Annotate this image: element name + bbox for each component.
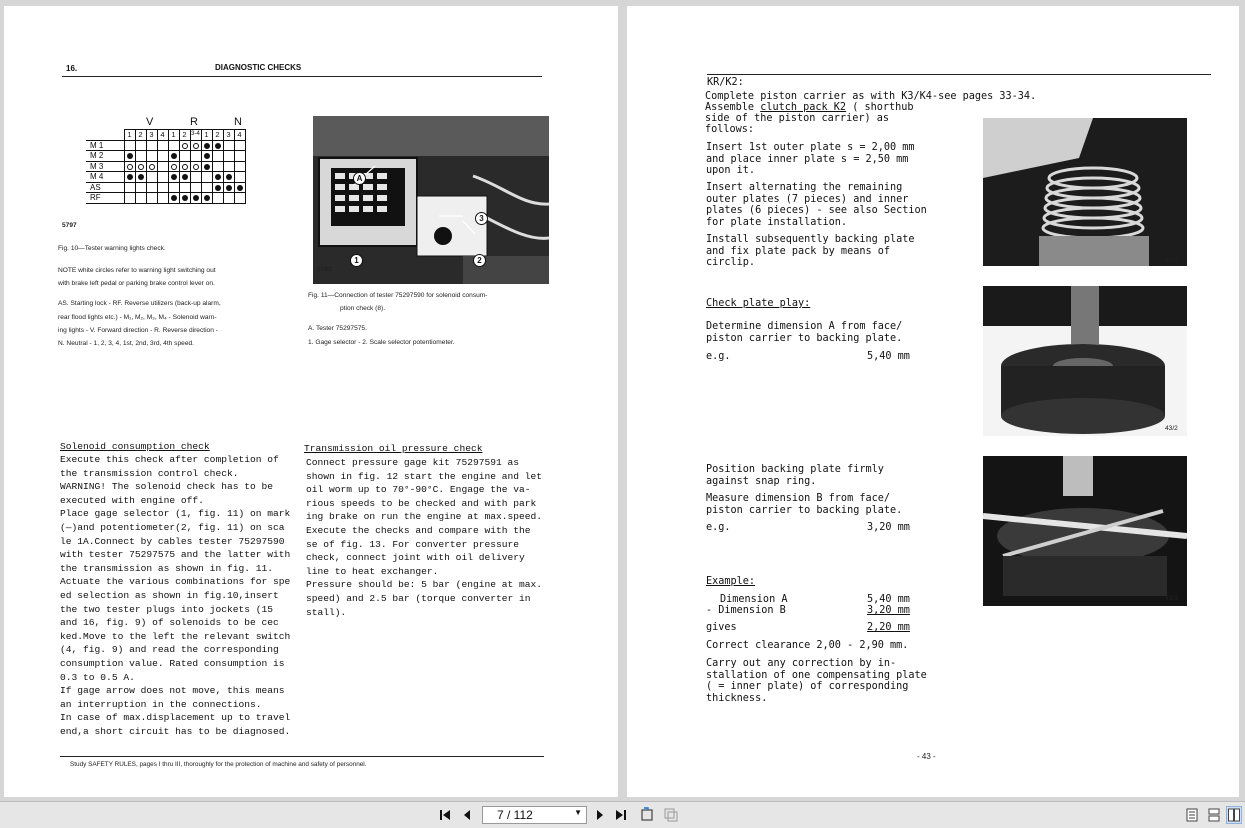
tester-cell [223,193,234,204]
lit-light-icon [193,195,199,201]
gives-value: 2,20 mm [867,622,910,633]
right-page [627,6,1239,797]
tester-cell [168,140,179,151]
tester-subheader-0: 1 [124,130,135,141]
tester-cell [146,161,157,172]
tester-row [86,140,245,151]
check-line-2: piston carrier to backing plate. [706,333,903,344]
lit-light-icon [138,174,144,180]
single-page-view-button[interactable] [1184,806,1200,824]
step2-line: Insert alternating the remaining [706,182,903,193]
tester-cell [146,151,157,162]
tester-corner-cell [86,130,124,141]
tester-cell [201,140,212,151]
last-page-button[interactable] [612,806,630,824]
tester-cell [157,161,168,172]
lit-light-icon [204,164,210,170]
correction-line: ( = inner plate) of corresponding [706,681,909,692]
tester-cell [168,182,179,193]
lit-light-icon [127,153,133,159]
tester-row-label: M 3 [86,161,124,172]
lit-light-icon [226,174,232,180]
header-rule [62,76,542,77]
pressure-line: line to heat exchanger. [306,565,439,577]
continuous-view-button[interactable] [1206,806,1222,824]
rotate-view-icon [639,807,655,823]
solenoid-line: with tester 75297575 and the latter with [60,549,291,561]
fig11-caption-1: Fig. 11—Connection of tester 75297590 for solenoid consum- [308,292,488,299]
tester-cell [135,140,146,151]
tester-subheader-4: 1 [168,130,179,141]
step2-line: for plate installation. [706,216,848,228]
tester-row [86,182,245,193]
two-page-view-button[interactable] [1226,806,1242,824]
intro-line-2-part: clutch pack K2 [760,102,847,113]
tester-row [86,172,245,183]
tester-subheader-9: 3 [223,130,234,141]
tester-cell [146,193,157,204]
tester-cell [135,151,146,162]
tester-cell [157,172,168,183]
pdf-toolbar [0,801,1245,828]
tester-cell [179,193,190,204]
tester-photo-illustration [313,116,549,284]
intro-line-3: side of the piston carrier) as [705,113,890,124]
tester-cell [212,151,223,162]
tester-cell [223,140,234,151]
correction-text [706,658,927,704]
tester-cell [168,193,179,204]
solenoid-line: the transmission control check. [60,467,239,479]
tester-cell [146,172,157,183]
dim-a-value: 5,40 mm [867,594,910,605]
fig11-caption-2: ption check (8). [340,305,386,312]
tester-row-label: M 2 [86,151,124,162]
tester-subheader-6: 3-4 [190,130,201,141]
off-light-icon [171,164,177,170]
step1-line: upon it. [706,165,756,176]
lit-light-icon [204,143,210,149]
check-line-1: Determine dimension A from face/ [706,321,903,332]
tester-subheader-7: 1 [201,130,212,141]
pressure-line: check, connect joint with oil delivery [306,552,525,564]
tester-cell [212,140,223,151]
page-footer-number: - 43 - [917,752,936,761]
tester-cell [234,151,245,162]
tester-cell [190,151,201,162]
first-page-button[interactable] [436,806,454,824]
tester-cell [212,193,223,204]
fig10-caption: Fig. 10—Tester warning lights check. [58,245,166,252]
position-line-2: against snap ring. [706,476,817,487]
clutch-pack-illustration-1 [983,118,1187,266]
gives-label: gives [706,622,737,633]
fit-page-button[interactable] [662,806,680,824]
tester-cell [234,172,245,183]
eg-value-a: 5,40 mm [867,351,910,362]
off-light-icon [149,164,155,170]
page-indicator: 7 / 112 [497,808,533,822]
tester-cell [201,151,212,162]
step3-line: circlip. [706,257,756,268]
solenoid-line: 0.3 to 0.5 A. [60,671,135,683]
lit-light-icon [171,153,177,159]
solenoid-line: Place gage selector (1, fig. 11) on mark [60,508,291,520]
pressure-line: speed) and 2.5 bar (torque converter in [306,592,531,604]
fit-page-icon [663,807,679,823]
tester-cell [168,151,179,162]
tester-cell [135,172,146,183]
solenoid-check-title: Solenoid consumption check [60,441,210,452]
tester-subheader-8: 2 [212,130,223,141]
solenoid-line: the two tester plugs into jockets (15 [60,603,274,615]
pressure-line: Execute the checks and compare with the [306,524,531,536]
tester-cell [234,140,245,151]
tester-cell [190,182,201,193]
single-page-icon [1186,808,1198,822]
pressure-line: rious speeds to be checked and with park [306,497,537,509]
step2-line: plates (6 pieces) - see also Section [706,205,927,216]
note-line-2: with brake left pedal or parking brake control lever on. [58,280,215,287]
lit-light-icon [215,174,221,180]
col-group-v: V [146,116,154,128]
step-2 [706,182,927,228]
tester-row [86,161,245,172]
lit-light-icon [226,185,232,191]
fig-43-3-label: 43/3 [1165,595,1178,602]
kr-k2-heading: KR/K2: [707,77,744,88]
previous-page-icon [462,809,472,821]
off-light-icon [127,164,133,170]
solenoid-line: the transmission as shown in fig. 11. [60,562,274,574]
step3-line: and fix plate pack by means of [706,245,891,257]
solenoid-line: an interruption in the connections. [60,698,262,710]
lit-light-icon [215,185,221,191]
pressure-line: Connect pressure gage kit 75297591 as [306,457,520,468]
tester-cell [201,182,212,193]
step1-line: and place inner plate s = 2,50 mm [706,153,909,165]
dropdown-caret-icon: ▼ [574,808,582,817]
clutch-pack-photo-3 [983,456,1187,606]
correction-line: stallation of one compensating plate [706,669,927,681]
solenoid-line: Actuate the various combinations for spe [60,576,291,588]
tester-cell [201,193,212,204]
solenoid-line: In case of max.displacement up to travel [60,712,291,724]
correction-line: Carry out any correction by in- [706,658,897,669]
tester-subheader-2: 3 [146,130,157,141]
dim-a-label: Dimension A [720,594,788,605]
off-light-icon [182,143,188,149]
tester-cell [234,193,245,204]
last-page-icon [615,809,627,821]
solenoid-line: (—)and potentiometer(2, fig. 11) on sca [60,521,285,533]
lit-light-icon [204,195,210,201]
tester-row-label: M 1 [86,140,124,151]
solenoid-line: ked.Move to the left the relevant switch [60,630,291,642]
step-3 [706,234,915,269]
correction-line: thickness. [706,692,768,704]
lit-light-icon [171,195,177,201]
solenoid-line: consumption value. Rated consumption is [60,657,285,669]
tester-cell [157,151,168,162]
page-header-title: DIAGNOSTIC CHECKS [215,63,302,72]
lit-light-icon [182,195,188,201]
eg-label-a: e.g. [706,351,731,362]
solenoid-line: le 1A.Connect by cables tester 75297590 [60,535,285,547]
tester-cell [223,172,234,183]
tester-subheader-1: 2 [135,130,146,141]
previous-page-button[interactable] [458,806,476,824]
tester-subheader-3: 4 [157,130,168,141]
legend-line-2: rear flood lights etc.) - M₁, M₂, M₃, M₄ - Solenoid warn- [58,314,217,321]
first-page-icon [439,809,451,821]
footer-rule [60,756,544,757]
tester-cell [146,140,157,151]
example-title: Example: [706,576,756,587]
solenoid-line: (4, fig. 9) and read the corresponding [60,644,279,656]
tester-cell [223,151,234,162]
legend-line-1: AS. Starting lock - RF. Reverse utilizers (back-up alarm, [58,300,221,307]
tester-connection-photo [313,116,549,284]
eg-value-b: 3,20 mm [867,522,910,533]
page-number-select[interactable] [482,806,587,824]
intro-line-2 [705,102,914,114]
tester-row-label: AS [86,182,124,193]
callout-2: 2 [473,254,486,267]
col-group-n: N [234,116,242,128]
lit-light-icon [215,143,221,149]
tester-cell [168,161,179,172]
intro-line-4: follows: [705,124,755,135]
off-light-icon [182,164,188,170]
tester-cell [201,161,212,172]
step3-line: Install subsequently backing plate [706,234,915,245]
lit-light-icon [127,174,133,180]
tester-cell [190,193,201,204]
solenoid-line: and 16, fig. 9) of solenoids to be cec [60,617,279,629]
lit-light-icon [171,174,177,180]
tester-cell [223,182,234,193]
tester-cell [146,182,157,193]
tester-cell [124,182,135,193]
tester-cell [124,161,135,172]
tester-cell [135,182,146,193]
next-page-button[interactable] [592,806,608,824]
tester-cell [212,182,223,193]
continuous-page-icon [1208,808,1220,822]
solenoid-line: executed with engine off. [60,494,204,506]
tester-cell [179,140,190,151]
next-page-icon [595,809,605,821]
tester-cell [179,182,190,193]
tester-cell [190,140,201,151]
solenoid-line: end,a short circuit has to be diagnosed. [60,725,291,737]
lit-light-icon [204,153,210,159]
fig11-b: 1. Gage selector - 2. Scale selector potentiometer. [308,339,455,346]
check-plate-play-title: Check plate play: [706,298,811,309]
safety-footer: Study SAFETY RULES, pages I thru III, thoroughly for the protection of machine and safety of personnel. [70,761,367,768]
callout-3: 3 [475,212,488,225]
tester-cell [157,193,168,204]
tester-cell [212,161,223,172]
table-figure-number: 5797 [62,222,77,229]
position-line-1: Position backing plate firmly [706,464,884,475]
solenoid-line: ed selection as shown in fig.10,insert [60,589,279,601]
pressure-line: ing brake on run the engine at max.speed. [306,511,543,523]
tester-cell [135,161,146,172]
dim-b-value: 3,20 mm [867,605,910,616]
step2-line: outer plates (7 pieces) and inner [706,193,909,205]
lit-light-icon [182,174,188,180]
tester-cell [234,161,245,172]
legend-line-4: N. Neutral - 1, 2, 3, 4, 1st, 2nd, 3rd, 4th speed. [58,340,194,347]
clutch-pack-photo-1 [983,118,1187,266]
legend-line-3: ing lights - V. Forward direction - R. Reverse direction - [58,327,218,334]
tester-cell [157,140,168,151]
pressure-line: shown in fig. 12 start the engine and let [306,470,543,482]
tester-cell [179,161,190,172]
off-light-icon [193,164,199,170]
right-header-rule [707,74,1211,75]
measure-line-2: piston carrier to backing plate. [706,505,903,516]
left-page [4,6,618,797]
tester-cell [190,161,201,172]
step-1 [706,142,915,177]
intro-line-1: Complete piston carrier as with K3/K4-see pages 33-34. [705,91,1037,102]
fig11-a: A. Tester 75297575. [308,325,367,332]
lit-light-icon [237,185,243,191]
tester-cell [179,172,190,183]
tester-cell [212,172,223,183]
photo-number: 5783 [317,266,332,273]
tester-cell [124,193,135,204]
solenoid-line: WARNING! The solenoid check has to be [60,481,274,493]
tester-cell [234,182,245,193]
callout-1: 1 [350,254,363,267]
pressure-check-body [306,456,551,619]
intro-line-2-part: ( shorthub [846,102,914,113]
fig-43-1-label: 43/1 [1165,257,1178,264]
correct-clearance: Correct clearance 2,00 - 2,90 mm. [706,640,909,651]
tester-cell [135,193,146,204]
tester-cell [179,151,190,162]
solenoid-line: Execute this check after completion of [60,454,279,465]
tester-row [86,151,245,162]
pressure-check-title: Transmission oil pressure check [304,443,483,454]
step1-line: Insert 1st outer plate s = 2,00 mm [706,142,915,153]
pressure-line: Pressure should be: 5 bar (engine at max. [306,579,543,591]
clutch-pack-photo-2 [983,286,1187,436]
rotate-view-button[interactable] [638,806,656,824]
clutch-pack-illustration-3 [983,456,1187,606]
measure-line-1: Measure dimension B from face/ [706,493,891,504]
pressure-line: stall). [306,606,347,618]
tester-cell [157,182,168,193]
note-line-1: NOTE white circles refer to warning light switching out [58,267,216,274]
tester-row [86,193,245,204]
off-light-icon [138,164,144,170]
solenoid-line: If gage arrow does not move, this means [60,685,285,697]
tester-cell [124,172,135,183]
clutch-pack-illustration-2 [983,286,1187,436]
solenoid-check-body [60,453,300,738]
pressure-line: oil worm up to 70°-90°C. Engage the va- [306,484,531,496]
tester-cell [223,161,234,172]
callout-a: A [353,172,366,185]
tester-lights-table [86,116,246,204]
intro-line-2-part: Assemble [705,102,761,113]
tester-subheader-5: 2 [179,130,190,141]
pressure-line: se of fig. 13. For converter pressure [306,538,520,550]
tester-cell [124,151,135,162]
tester-row-label: RF [86,193,124,204]
tester-grid [86,129,246,204]
tester-header-row [86,130,245,141]
two-page-icon [1228,808,1240,822]
tester-row-label: M 4 [86,172,124,183]
col-group-r: R [190,116,198,128]
dim-b-label: - Dimension B [706,605,786,616]
tester-cell [201,172,212,183]
tester-subheader-10: 4 [234,130,245,141]
eg-label-b: e.g. [706,522,731,533]
tester-cell [168,172,179,183]
page-number: 16. [66,64,78,73]
tester-cell [190,172,201,183]
off-light-icon [193,143,199,149]
tester-cell [124,140,135,151]
fig-43-2-label: 43/2 [1165,425,1178,432]
